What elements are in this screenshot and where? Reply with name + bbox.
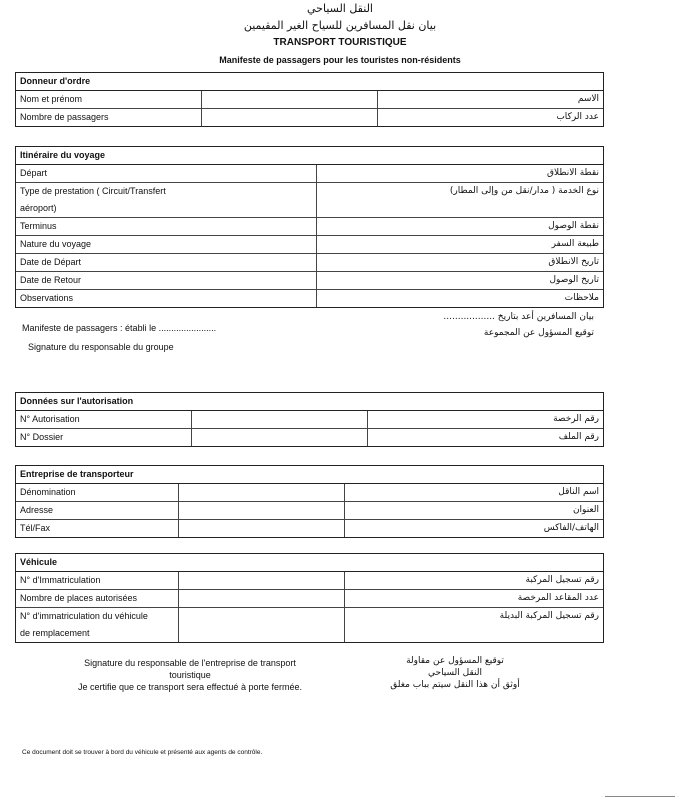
field-label: N° Dossier: [16, 429, 191, 447]
field-label-line-1: Type de prestation ( Circuit/Transfert: [20, 186, 166, 196]
table-row: [16, 254, 603, 272]
table-row: [16, 411, 603, 429]
places-autorisees-field[interactable]: [178, 590, 344, 608]
field-label-ar: الاسم: [377, 91, 603, 109]
adresse-field[interactable]: [178, 502, 344, 520]
tel-fax-field[interactable]: [178, 520, 344, 538]
field-label: Nom et prénom: [20, 94, 83, 104]
field-label: N° Autorisation: [20, 414, 80, 424]
field-label-ar: نوع الخدمة ( مدار/نقل من وإلى المطار): [316, 183, 603, 218]
table-row: [16, 484, 603, 502]
section-transporteur: [15, 465, 604, 538]
field-label: Date de Départ: [16, 254, 316, 272]
field-label-line-2: aéroport): [20, 203, 57, 213]
manifeste-established-on-ar: بيان المسافرين أعد بتاريخ ..................: [443, 312, 594, 322]
signature-line-1-ar: توقيع المسؤول عن مقاولة: [406, 656, 504, 666]
transport-signature-block: [40, 657, 340, 693]
field-label-ar: رقم تسجيل المركبة: [344, 572, 603, 590]
signature-certification: Je certifie que ce transport sera effectué à porte fermée.: [78, 682, 302, 692]
section-title: Véhicule: [16, 554, 603, 572]
table-row: [16, 429, 603, 447]
table-row: [16, 590, 603, 608]
signature-line-2: touristique: [169, 670, 211, 680]
field-label: [16, 608, 178, 643]
field-label-ar: العنوان: [344, 502, 603, 520]
table-row: [16, 290, 603, 308]
signature-line-1: Signature du responsable de l'entreprise de transport: [84, 658, 296, 668]
field-label-ar: الهاتف/الفاكس: [344, 520, 603, 538]
field-label-ar: رقم الملف: [367, 429, 603, 447]
immatriculation-field[interactable]: [178, 572, 344, 590]
autorisation-number-field[interactable]: [191, 411, 367, 429]
section-donneur-ordre: [15, 72, 604, 127]
field-label-ar: عدد المقاعد المرخصة: [344, 590, 603, 608]
field-label: Départ: [20, 168, 48, 178]
table-row: [16, 165, 603, 183]
group-responsible-signature: Signature du responsable du groupe: [28, 342, 174, 352]
field-label: Adresse: [16, 502, 178, 520]
table-row: [16, 236, 603, 254]
field-label-ar: نقطة الانطلاق: [316, 165, 603, 183]
table-row: [16, 109, 603, 127]
field-label: Date de Retour: [16, 272, 316, 290]
section-autorisation: [15, 392, 604, 447]
section-title: Itinéraire du voyage: [16, 147, 603, 165]
field-label-ar: عدد الركاب: [377, 109, 603, 127]
transport-signature-block-ar: [340, 655, 570, 691]
page-subtitle: Manifeste de passagers pour les touristes non-résidents: [219, 55, 461, 65]
field-label-ar: رقم تسجيل المركبة البديلة: [344, 608, 603, 643]
field-label: N° d'Immatriculation: [20, 575, 101, 585]
header-arabic-line-2: بيان نقل المسافرين للسياح الغير المقيمين: [243, 19, 437, 32]
field-label-ar: اسم الناقل: [344, 484, 603, 502]
field-label-ar: تاريخ الانطلاق: [316, 254, 603, 272]
footer-note: Ce document doit se trouver à bord du véhicule et présenté aux agents de contrôle.: [22, 749, 263, 756]
field-label-ar: طبيعة السفر: [316, 236, 603, 254]
field-label-line-2: de remplacement: [20, 628, 90, 638]
table-row: [16, 502, 603, 520]
field-label-ar: تاريخ الوصول: [316, 272, 603, 290]
field-label: Dénomination: [20, 487, 76, 497]
table-row: [16, 183, 603, 218]
table-row: [16, 272, 603, 290]
field-label: Nature du voyage: [16, 236, 316, 254]
table-row: [16, 520, 603, 538]
field-label-ar: ملاحظات: [316, 290, 603, 308]
table-row: [16, 608, 603, 643]
nombre-passagers-field[interactable]: [201, 109, 377, 127]
page-title: TRANSPORT TOURISTIQUE: [273, 37, 407, 48]
section-itineraire: [15, 146, 604, 308]
field-label-ar: رقم الرخصة: [367, 411, 603, 429]
group-responsible-signature-ar: توقيع المسؤول عن المجموعة: [483, 328, 594, 338]
table-row: [16, 218, 603, 236]
section-title: Donneur d'ordre: [16, 73, 603, 91]
field-label-line-1: N° d'immatriculation du véhicule: [20, 611, 148, 621]
field-label: [16, 183, 316, 218]
denomination-field[interactable]: [178, 484, 344, 502]
header-arabic-line-1: النقل السياحي: [307, 2, 373, 15]
section-vehicule: [15, 553, 604, 643]
field-label: Observations: [16, 290, 316, 308]
nom-prenom-field[interactable]: [201, 91, 377, 109]
table-row: [16, 572, 603, 590]
page-edge-line: [605, 796, 675, 797]
section-title: Données sur l'autorisation: [16, 393, 603, 411]
signature-line-2-ar: النقل السياحي: [428, 668, 482, 678]
replacement-immatriculation-field[interactable]: [178, 608, 344, 643]
signature-certification-ar: أوثق أن هذا النقل سيتم بباب مغلق: [390, 680, 520, 690]
section-title: Entreprise de transporteur: [16, 466, 603, 484]
field-label: Nombre de passagers: [16, 109, 201, 127]
field-label-ar: نقطة الوصول: [316, 218, 603, 236]
table-row: [16, 91, 603, 109]
manifeste-established-on: Manifeste de passagers : établi le .......................: [22, 323, 217, 333]
field-label: Tél/Fax: [16, 520, 178, 538]
field-label: Terminus: [16, 218, 316, 236]
dossier-number-field[interactable]: [191, 429, 367, 447]
field-label: Nombre de places autorisées: [16, 590, 178, 608]
